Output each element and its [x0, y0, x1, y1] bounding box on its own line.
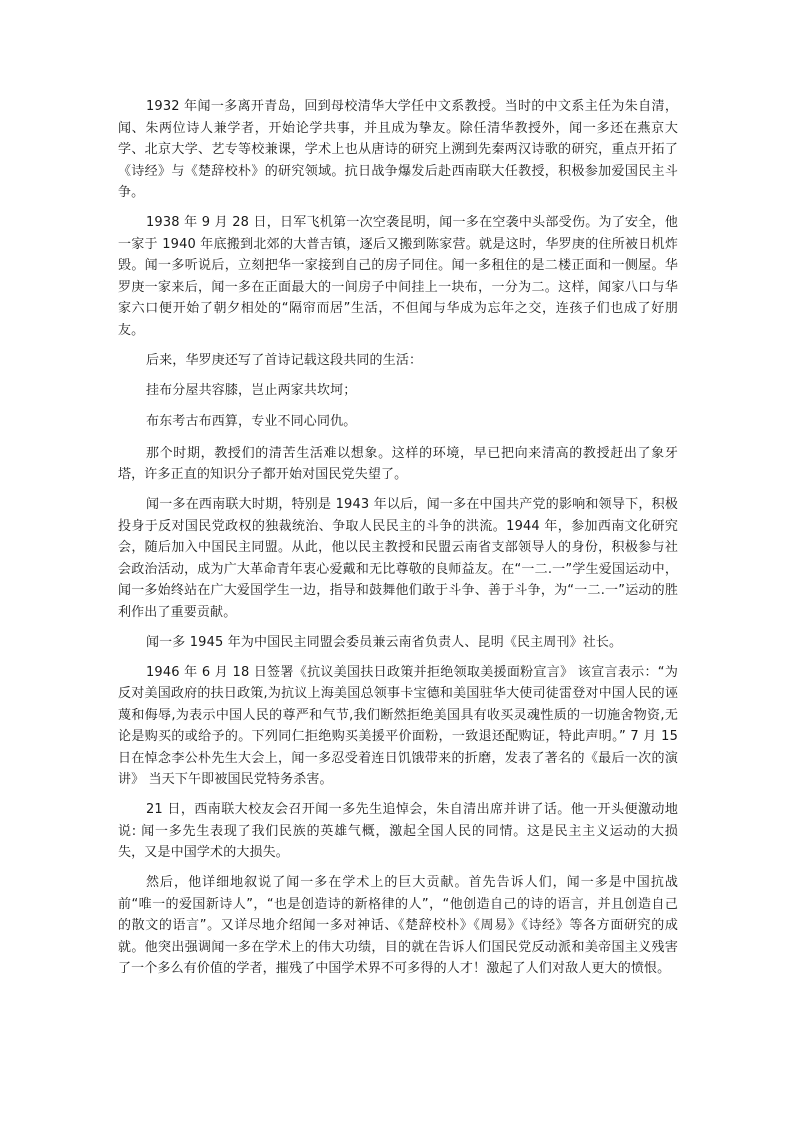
paragraph-southwest-union: 闻一多在西南联大时期，特别是 1943 年以后，闻一多在中国共产党的影响和领导下，积极投身于反对国民党政权的独裁统治、争取人民民主的斗争的洪流。1944 年，参加西南文化研究会，随后加入中国民主同盟。从此，他以民主教授和民盟云南省支部领导人的身份，积极参与社会政治活动，成为广大革命青年衷心爱戴和无比尊敬的良师益友。在“一二.一”学生爱国运动中，闻一多始终站在广大爱国学生一边，指导和鼓舞他们敢于斗争、善于斗争，为“一二.一”运动的胜利作出了重要贡献。 — [118, 497, 678, 620]
poem-line-2: 布东考古布西算，专业不同心同仇。 — [146, 414, 357, 429]
paragraph-contributions: 然后，他详细地叙说了闻一多在学术上的巨大贡献。首先告诉人们，闻一多是中国抗战前“唯一的爱国新诗人”，“也是创造诗的新格律的人”，“他创造自己的诗的语言，并且创造自己的散文的语言”。又详尽地介绍闻一多对神话、《楚辞校朴》《周易》《诗经》等各方面研究的成就。他突出强调闻一多在学术上的伟大功绩，目的就在告诉人们国民党反动派和美帝国主义残害了一个多么有价值的学者，摧残了中国学术界不可多得的人才！激起了人们对敌人更大的愤恨。 — [118, 875, 678, 976]
paragraph-poem-intro: 后来，华罗庚还写了首诗记载这段共同的生活： — [146, 352, 423, 368]
paragraph-1932: 1932 年闻一多离开青岛，回到母校清华大学任中文系教授。当时的中文系主任为朱自清，闻、朱两位诗人兼学者，开始论学共事，并且成为挚友。除任清华教授外，闻一多还在燕京大学、北京大学、艺专等校兼课，学术上也从唐诗的研究上溯到先秦两汉诗歌的研究，重点开拓了《诗经》与《楚辞校朴》的研究领域。抗日战争爆发后赴西南联大任教授，积极参加爱国民主斗争。 — [118, 99, 678, 200]
document-body — [118, 96, 678, 988]
paragraph-memorial: 21 日，西南联大校友会召开闻一多先生追悼会，朱自清出席并讲了话。他一开头便激动地说: 闻一多先生表现了我们民族的英雄气概，激起全国人民的同情。这是民主主义运动的大损失，又是中国学术的大损失。 — [118, 802, 678, 860]
paragraph-1946: 1946 年 6 月 18 日签署《抗议美国扶日政策并拒绝领取美援面粉宣言》 该宣言表示：“为反对美国政府的扶日政策,为抗议上海美国总领事卡宝德和美国驻华大使司徒雷登对中国人民的诬蔑和侮辱,为表示中国人民的尊严和气节,我们断然拒绝美国具有收买灵魂性质的一切施舍物资,无论是购买的或给予的。下列同仁拒绝购买美援平价面粉，一致退还配购证，特此声明。” 7 月 15 日在悼念李公朴先生大会上，闻一多忍受着连日饥饿带来的折磨，发表了著名的《最后一次的演讲》 当天下午即被国民党特务杀害。 — [118, 664, 678, 787]
paragraph-1938: 1938 年 9 月 28 日，日军飞机第一次空袭昆明，闻一多在空袭中头部受伤。为了安全，他一家于 1940 年底搬到北郊的大普吉镇，逐后又搬到陈家营。就是这时，华罗庚的住所被日机炸毁。闻一多听说后，立刻把华一家接到自己的房子同住。闻一多租住的是二楼正面和一侧屋。华罗庚一家来后，闻一多在正面最大的一间房子中间挂上一块布，一分为二。这样，闻家八口与华家六口便开始了朝夕相处的“隔帘而居”生活，不但闻与华成为忘年之交，连孩子们也成了好朋友。 — [118, 215, 678, 338]
paragraph-hardship: 那个时期，教授们的清苦生活难以想象。这样的环境，早已把向来清高的教授赶出了象牙塔，许多正直的知识分子都开始对国民党失望了。 — [118, 445, 678, 482]
poem-line-1: 挂布分屋共容膝，岂止两家共坎坷； — [146, 382, 357, 398]
paragraph-1945: 闻一多 1945 年为中国民主同盟会委员兼云南省负责人、昆明《民主周刊》社长。 — [146, 634, 623, 650]
